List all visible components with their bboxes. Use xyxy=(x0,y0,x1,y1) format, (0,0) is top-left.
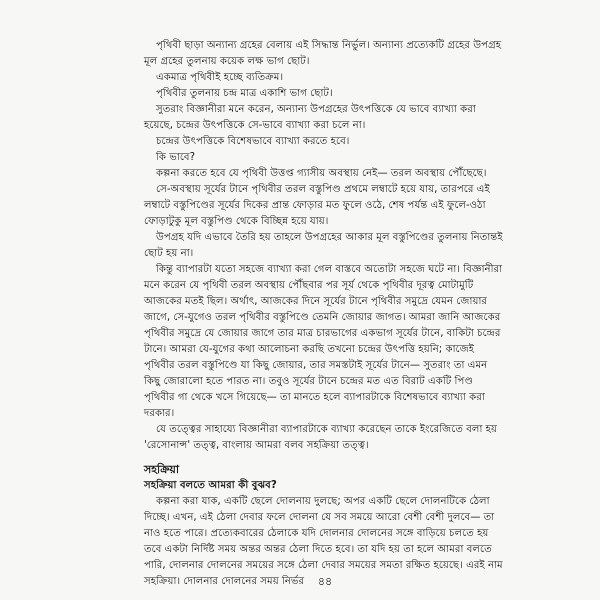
paragraph-8: সে-অবস্থায় সূর্যের টানে পৃথিবীর তরল বস্তুপিণ্ড প্রথমে লম্বাটে হয়ে যায়, তারপরে এই লম্বাটে বস্তুপিণ্ডের সূর্যের দিকের প্রান্ত ফোড়ার মত ফুলে ওঠে, শেষ পর্যন্ত এই ফুলে-ওঠা ফোড়াটুকু মূল বস্তুপিণ্ড থেকে বিচ্ছিন্ন হয়ে যায়। xyxy=(144,184,490,227)
paragraph-3: পৃথিবীর তুলনায় চন্দ্র মাত্র একাশি ভাগ ছোট। xyxy=(156,88,333,99)
section-heading: সহক্রিয়া xyxy=(144,463,180,476)
page-number: ৪৪ xyxy=(317,575,333,588)
paragraph-2: একমাত্র পৃথিবীই হচ্ছে ব্যতিক্রম। xyxy=(156,72,284,83)
paragraph-4: সুতরাং বিজ্ঞানীরা মনে করেন, অন্যান্য উপগ্রহের উৎপত্তিকে যে ভাবে ব্যাখ্যা করা হয়েছে, চন্দ্রের উৎপত্তিকে সে-ভাবে ব্যাখ্যা করা চলে না। xyxy=(144,104,476,131)
paragraph-7: কল্পনা করতে হবে যে পৃথিবী উত্তপ্ত গ্যাসীয় অবস্থায় নেই— তরল অবস্থায় পৌঁছেছে। xyxy=(156,168,487,179)
paragraph-6: কি ভাবে? xyxy=(156,152,195,163)
paragraph-9: উপগ্রহ যদি এভাবে তৈরি হয় তাহলে উপগ্রহের আকার মূল বস্তুপিণ্ডের তুলনায় নিতান্তই ছোট হয় না। xyxy=(144,232,503,259)
paragraph-5: চন্দ্রের উৎপত্তিকে বিশেষভাবে ব্যাখ্যা করতে হবে। xyxy=(156,136,350,147)
paragraph-1: পৃথিবী ছাড়া অন্যান্য গ্রহের বেলায় এই সিদ্ধান্ত নির্ভুল। অন্যান্য প্রত্যেকটি গ্রহের উপগ্রহ মূল গ্রহের তুলনায় কয়েক লক্ষ ভাগ ছোট। xyxy=(144,40,502,67)
paragraph-10: কিন্তু ব্যাপারটা যতো সহজে ব্যাখ্যা করা গেল বাস্তবে অতোটা সহজে ঘটে না। বিজ্ঞানীরা মনে করেন যে পৃথিবী তরল অবস্থায় পৌঁছবার পর সূর্য থেকে পৃথিবীর দূরত্ব মোটামুটি আজকের মতই ছিল। অর্থাৎ, আজকের দিনে সূর্যের টানে পৃথিবীর সমুদ্রে যেমন জোয়ার জাগে, সে-যুগেও তরল পৃথিবীর বস্তুপিণ্ডে তেমনি জোয়ার জাগত। আমরা জানি আজকের পৃথিবীর সমুদ্রে যে জোয়ার জাগে তার মাত্র চারভাগের একভাগ সূর্যের টানে, বাকিটা চন্দ্রের টানে। আমরা যে-যুগের কথা আলোচনা করছি তখনো চন্দ্রের উৎপত্তি হয়নি; কাজেই পৃথিবীর তরল বস্তুপিণ্ডে যা কিছু জোয়ার, তার সমস্তটাই সূর্যের টানে— সুতরাং তা এমন কিছু জোরালো হতে পারত না। তবুও সূর্যের টানে চন্দ্রের মত এত বিরাট একটি পিণ্ড পৃথিবীর গা থেকে খসে গিয়েছে— তা মানতে হলে ব্যাপারটাকে বিশেষভাবে ব্যাখ্যা করা দরকার। xyxy=(144,264,503,419)
section-subheading: সহক্রিয়া বলতে আমরা কী বুঝব? xyxy=(144,480,277,491)
paragraph-12: কল্পনা করা যাক, একটি ছেলে দোলনায় দুলছে; অপর একটি ছেলে দোলনটিকে ঠেলা দিচ্ছে। এখন, এই ঠেলা দেবার ফলে দোলনা যে সব সময়ে আরো বেশী বেশী দুলবে— তা নাও হতে পারে। প্রত্যেকবারের ঠেলাকে যদি দোলনার দোলনের সঙ্গে বাড়িয়ে চলতে হয় তবে একটা নির্দিষ্ট সময় অন্তর অন্তর ঠেলা দিতে হবে। তা যদি হয় তা হলে আমরা বলতে পারি, দোলনার দোলনের সময়ের সঙ্গে ঠেলা দেবার সময়ের সমতা রক্ষিত হয়েছে। এরই নাম সহক্রিয়া। দোলনার দোলনের সময় নির্ভর xyxy=(144,496,503,587)
paragraph-11: যে তত্ত্বের সাহায্যে বিজ্ঞানীরা ব্যাপারটাকে ব্যাখ্যা করেছেন তাকে ইংরেজিতে বলা হয় 'রেসোনান্স' তত্ত্ব, বাংলায় আমরা বলব সহক্রিয়া তত্ত্ব। xyxy=(144,424,498,451)
